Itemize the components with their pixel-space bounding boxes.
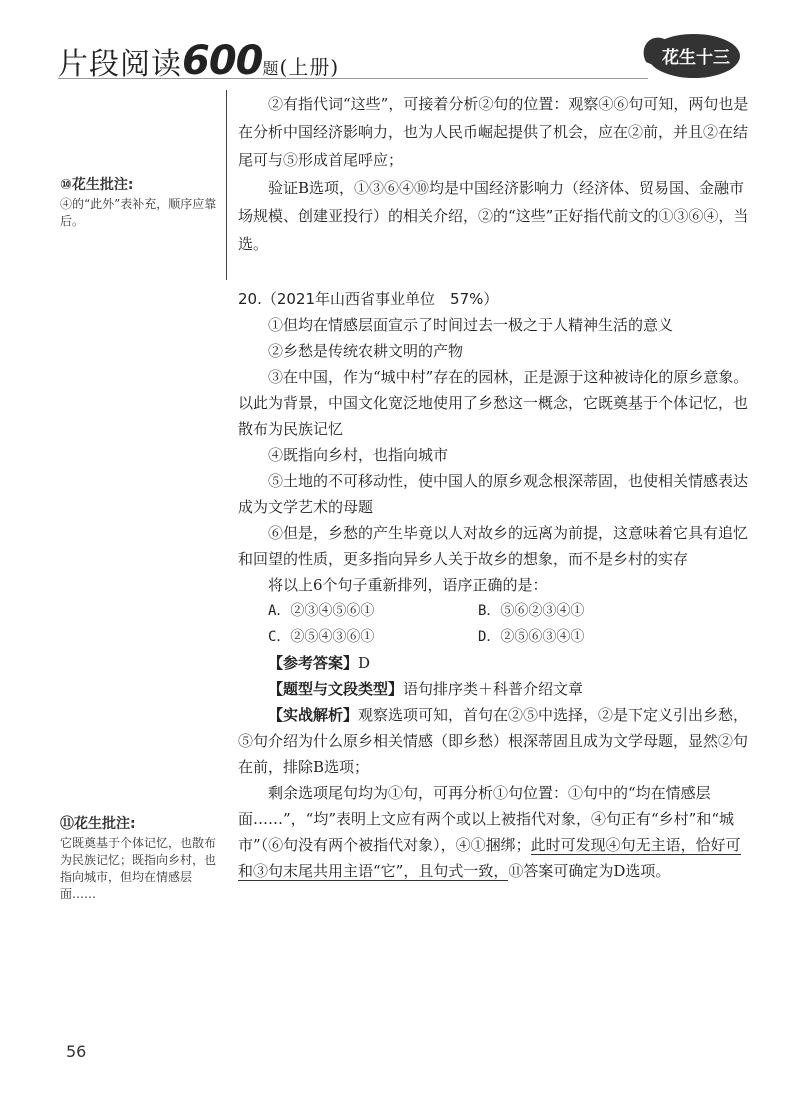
sentence-5: ⑤土地的不可移动性，使中国人的原乡观念根深蒂固，也使相关情感表达成为文学艺术的母题 [238, 472, 749, 516]
annotation-note-10 [60, 177, 220, 230]
brand-logo [632, 22, 744, 88]
header-rule [58, 78, 648, 79]
option-d: D．②⑤⑥③④① [478, 629, 585, 645]
question-prompt: 将以上6个句子重新排列，语序正确的是： [268, 576, 548, 594]
analysis-paragraph: ②有指代词“这些”，可接着分析②句的位置：观察④⑥句可知，两句也是在分析中国经济影响力，也为人民币崛起提供了机会，应在②前，并且②在结尾可与⑤形成首尾呼应； [238, 95, 749, 169]
question-title: 20.（2021年山西省事业单位 57%） [238, 290, 499, 308]
column-divider [226, 90, 227, 280]
page-number: 56 [66, 1042, 87, 1061]
analysis-paragraph: 剩余选项尾句均为①句，可再分析①句位置：①句中的“均在情感层面……”，“均”表明上文应有两个或以上被指代对象，④句正有“乡村”和“城市”（⑥句没有两个被指代对象），④①捆绑；此时可发现④句无主语，恰好可和③句末尾共用主语“它”，且句式一致，⑪答案可确定为D选项。 [238, 784, 741, 880]
options-row [268, 624, 750, 650]
sentence-2: ②乡愁是传统农耕文明的产物 [268, 342, 464, 360]
question-20 [238, 286, 750, 884]
note-title: ⑪花生批注: [60, 816, 136, 832]
sentence-6: ⑥但是，乡愁的产生毕竟以人对故乡的远离为前提，这意味着它具有追忆和回望的性质，更多指向异乡人关于故乡的想象，而不是乡村的实存 [238, 524, 749, 568]
note-title: ⑩花生批注: [60, 177, 134, 193]
analysis-paragraph: 验证B选项，①③⑥④⑩均是中国经济影响力（经济体、贸易国、金融市场规模、创建亚投行）的相关介绍，②的“这些”正好指代前文的①③⑥④，当选。 [238, 179, 749, 253]
practical-analysis: 【实战解析】观察选项可知，首句在②⑤中选择，②是下定义引出乡愁，⑤句介绍为什么原乡相关情感（即乡愁）根深蒂固且成为文学母题，显然②句在前，排除B选项； [238, 706, 749, 776]
option-b: B．⑤⑥②③④① [478, 603, 585, 619]
option-a: A．②③④⑤⑥① [268, 603, 375, 619]
svg-text:花生十三: 花生十三 [662, 48, 730, 68]
note-body: 它既奠基于个体记忆，也散布为民族记忆；既指向乡村，也指向城市，但均在情感层面…… [60, 836, 217, 901]
sentence-3: ③在中国，作为“城中村”存在的园林，正是源于这种被诗化的原乡意象。以此为背景，中国文化宽泛地使用了乡愁这一概念，它既奠基于个体记忆，也散布为民族记忆 [238, 368, 749, 438]
question-type: 【题型与文段类型】语句排序类＋科普介绍文章 [268, 680, 584, 698]
sentence-1: ①但均在情感层面宣示了时间过去一极之于人精神生活的意义 [268, 316, 674, 334]
note-body: ④的“此外”表补充，顺序应靠后。 [60, 197, 217, 228]
sentence-4: ④既指向乡村，也指向城市 [268, 446, 449, 464]
reference-answer: 【参考答案】D [268, 654, 371, 672]
option-c: C．②⑤④③⑥① [268, 629, 375, 645]
options-row [268, 598, 750, 624]
previous-analysis [238, 90, 750, 258]
book-title: 片段阅读600题(上册) [58, 38, 340, 84]
annotation-note-11 [60, 816, 220, 903]
